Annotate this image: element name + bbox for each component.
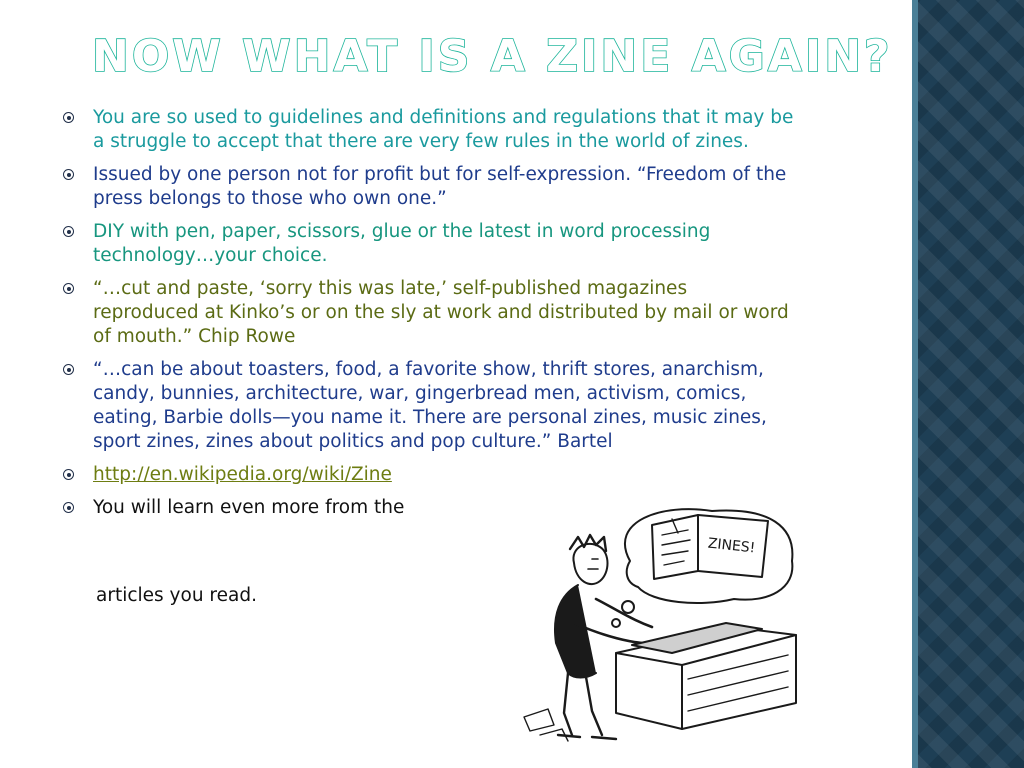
bullet-text: DIY with pen, paper, scissors, glue or the latest in word processing technology…your choice.: [93, 221, 711, 266]
bullet-bartel-quote: [62, 358, 797, 454]
bullet-continuation: articles you read.: [96, 585, 257, 606]
bullet-marker-icon: [63, 364, 74, 375]
illustration-lettering: ZINES!: [707, 535, 756, 557]
zine-copier-illustration: [512, 503, 802, 743]
bullet-text: You will learn even more from the: [93, 497, 405, 518]
bullet-wikipedia-link: [62, 463, 797, 487]
bullet-text: Issued by one person not for profit but for self-expression. “Freedom of the press belongs to those who own one.”: [93, 164, 787, 209]
bullet-marker-icon: [63, 169, 74, 180]
bullet-text: You are so used to guidelines and definitions and regulations that it may be a struggle to accept that there are very few rules in the world of zines.: [93, 107, 794, 152]
bullet-diy: [62, 220, 797, 268]
person-legs: [564, 673, 602, 735]
paper-scrap: [524, 709, 554, 731]
bullet-marker-icon: [63, 502, 74, 513]
slide-title: NOW WHAT IS A ZINE AGAIN?: [92, 31, 893, 82]
person-head: [573, 544, 607, 584]
bullet-marker-icon: [63, 226, 74, 237]
decorative-sidebar: [912, 0, 1024, 768]
bullet-text: “…can be about toasters, food, a favorite show, thrift stores, anarchism, candy, bunnies, architecture, war, gingerbread men, activism, comics, eating, Barbie dolls—you name it. There are personal zines, music zines, sport zines, zines about politics and pop culture.” Bartel: [93, 359, 767, 452]
bullet-marker-icon: [63, 112, 74, 123]
bullet-marker-icon: [63, 283, 74, 294]
bullet-list: [62, 106, 797, 529]
bullet-chip-rowe-quote: [62, 277, 797, 349]
bullet-one-person: [62, 163, 797, 211]
wikipedia-zine-link[interactable]: http://en.wikipedia.org/wiki/Zine: [93, 464, 392, 485]
thought-bubble-dot: [612, 619, 620, 627]
bullet-text: “…cut and paste, ‘sorry this was late,’ self-published magazines reproduced at Kinko’s or on the sly at work and distributed by mail or word of mouth.” Chip Rowe: [93, 278, 789, 347]
thought-bubble-dot: [622, 601, 634, 613]
bullet-guidelines: [62, 106, 797, 154]
person-body: [555, 585, 596, 678]
bullet-marker-icon: [63, 469, 74, 480]
